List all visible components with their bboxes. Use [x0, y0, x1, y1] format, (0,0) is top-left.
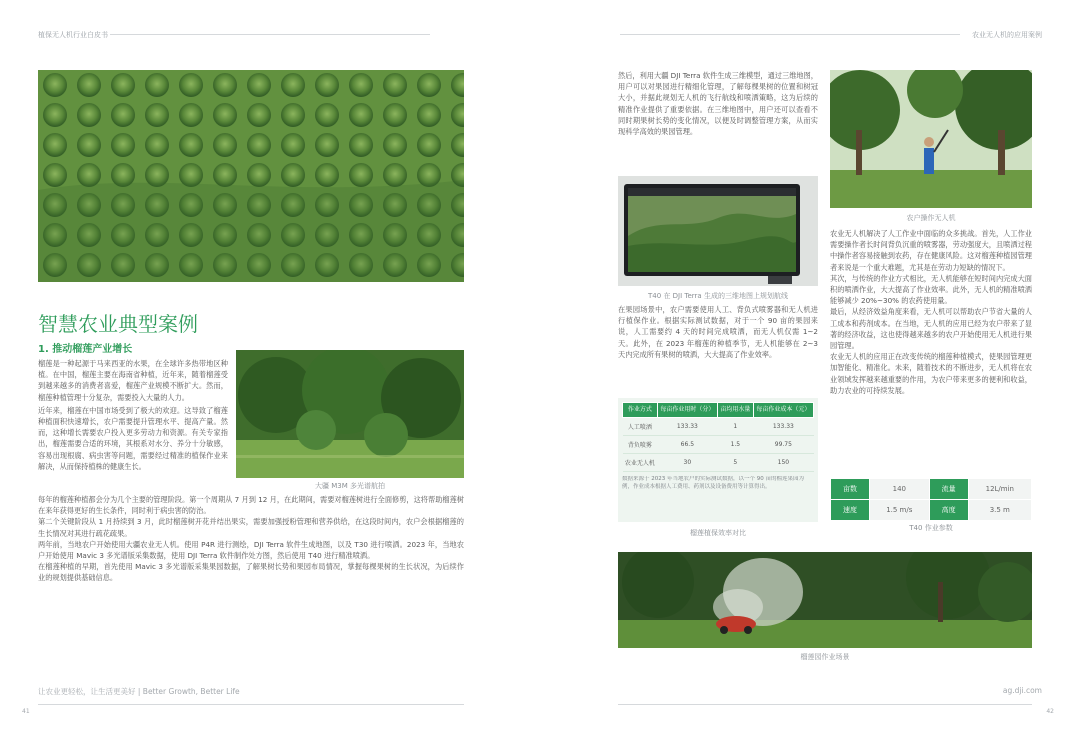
- table-cell: 30: [657, 454, 717, 472]
- farmer-photo: [830, 70, 1032, 208]
- table-header-water: 亩均用水量: [717, 403, 753, 418]
- footer-site: ag.dji.com: [1002, 686, 1042, 695]
- subsection-title: 1. 推动榴莲产业增长: [38, 344, 133, 355]
- table-cell: 1: [717, 418, 753, 436]
- table-cell: 人工喷洒: [623, 418, 658, 436]
- right-paragraph-6: 农业无人机的应用正在改变传统的榴莲种植模式，使果园管理更加智能化、精准化。未来，随着技术的不断进步，无人机将在农业领域发挥越来越重要的作用，为农户带来更多的便利和收益，助力农业的可持续发展。: [830, 352, 1032, 395]
- table-cell: 农业无人机: [623, 454, 658, 472]
- table-cell: 99.75: [753, 436, 813, 454]
- right-paragraph-1: 然后，利用大疆 DJI Terra 软件生成三维模型，通过三维地图，用户可以对果园进行精细化管理，了解每棵果树的位置和树冠大小，并据此规划无人机的飞行航线和喷洒策略，这为后续的精准作业提供了重要依据。在三维地图中，用户还可以查看不同时期果树长势的变化情况，以便及时调整管理方案，从而实现科学高效的果园管理。: [618, 71, 818, 137]
- spec-value: 140: [869, 479, 929, 500]
- page-number-left: 41: [22, 708, 30, 715]
- header-left-title: 植保无人机行业白皮书: [38, 31, 108, 39]
- table-cell: 1.5: [717, 436, 753, 454]
- spec-value: 12L/min: [968, 479, 1031, 500]
- page-number-right: 42: [1046, 708, 1054, 715]
- table-cell: 5: [717, 454, 753, 472]
- efficiency-table-box: [618, 398, 818, 522]
- right-paragraph-2: 在果园场景中，农户需要使用人工、背负式喷雾器和无人机进行植保作业。根据实际测试数据，对于一个 90 亩的果园来说，人工需要约 4 天的时间完成喷洒，而无人机仅需 1~2 天。此外，在 2023 年榴莲的种植季节，无人机能够在 2~3 天内完成所有果树的喷洒，大大提高了作业效率。: [618, 305, 818, 359]
- aerial-orchard-photo: [38, 70, 464, 282]
- left-bottom-text: [38, 494, 464, 590]
- table-row: [831, 479, 1032, 500]
- monitor-photo: [618, 176, 818, 286]
- header-right-rule: [620, 34, 960, 35]
- table-cell: 66.5: [657, 436, 717, 454]
- table-cell: 150: [753, 454, 813, 472]
- left-paragraph-2: 近年来，榴莲在中国市场受到了极大的欢迎。这导致了榴莲种植面积快速增长，农户需要提升管理水平、提高产量。然而，这种增长需要农户投入更多劳动力和资源。有关专家指出，榴莲需要合适的环境，其根系对水分、养分十分敏感，容易出现根腐、病虫害等问题，需要经过精准的植保作业来解决，从而保持植株的健康生长。: [38, 405, 228, 471]
- table-header-cost: 每亩作业成本（元）: [753, 403, 813, 418]
- durian-tree-photo: [236, 350, 464, 478]
- footer-slogan: 让农业更轻松，让生活更美好 | Better Growth, Better Life: [38, 687, 240, 696]
- monitor-caption: T40 在 DJI Terra 生成的三维地图上规划航线: [648, 292, 788, 300]
- durian-photo-caption: 大疆 M3M 多光谱航拍: [315, 482, 385, 490]
- left-paragraph-6: 在榴莲种植的早期，首先使用 Mavic 3 多光谱版采集果园数据，了解果树长势和果园布局情况，掌握每棵果树的生长状况，为后续作业的规划提供基础信息。: [38, 562, 464, 583]
- farmer-photo-caption: 农户操作无人机: [906, 214, 956, 222]
- spec-label: 速度: [831, 500, 870, 521]
- spec-label: 流量: [929, 479, 968, 500]
- spec-value: 1.5 m/s: [869, 500, 929, 521]
- table-cell: 133.33: [753, 418, 813, 436]
- left-column-text: [38, 358, 228, 490]
- right-paragraph-5: 最后，从经济效益角度来看，无人机可以帮助农户节省大量的人工成本和药剂成本。在当地，无人机的应用已经为农户带来了显著的经济收益，这也使得越来越多的农户开始使用无人机进行果园管理。: [830, 307, 1032, 351]
- section-title: 智慧农业典型案例: [38, 312, 198, 336]
- left-paragraph-1: 榴莲是一种起源于马来西亚的水果，在全球许多热带地区种植。在中国，榴莲主要在海南省种植，近年来，随着榴莲受到越来越多的消费者喜爱，榴莲产业规模不断扩大。然而，榴莲种植管理十分复杂，需要投入大量的人力。: [38, 359, 228, 402]
- spec-value: 3.5 m: [968, 500, 1031, 521]
- table-caption: 榴莲植保效率对比: [690, 529, 746, 537]
- table-cell: 133.33: [657, 418, 717, 436]
- footer-left-rule: [38, 704, 464, 705]
- header-right-title: 农业无人机的应用案例: [972, 31, 1042, 39]
- table-header-method: 作业方式: [623, 403, 658, 418]
- orchard-spraying-photo: [618, 552, 1032, 648]
- efficiency-table: [622, 402, 814, 472]
- spec-label: 亩数: [831, 479, 870, 500]
- spec-label: 高度: [929, 500, 968, 521]
- spec-table-box: [830, 478, 1032, 521]
- right-paragraph-4: 其次，与传统的作业方式相比，无人机能够在短时间内完成大面积的喷洒作业，大大提高了作业效率。此外，无人机的精准喷洒能够减少 20%~30% 的农药使用量。: [830, 273, 1032, 306]
- bottom-photo-caption: 榴莲园作业场景: [800, 653, 850, 661]
- table-row: [623, 436, 814, 454]
- table-header-time: 每亩作业用时（分）: [657, 403, 717, 418]
- table-row: [623, 454, 814, 472]
- spec-table: [830, 478, 1032, 521]
- spec-table-caption: T40 作业参数: [909, 524, 953, 532]
- footer-right-rule: [618, 704, 1032, 705]
- left-paragraph-5: 两年前，当地农户开始使用大疆农业无人机。使用 P4R 进行测绘，DJI Terra 软件生成地图，以及 T30 进行喷洒。2023 年，当地农户开始使用 Mavic 3 多光谱版采集数据，使用 DJI Terra 软件制作处方图，然后使用 T40 进行精准喷洒。: [38, 539, 464, 561]
- table-row: [623, 418, 814, 436]
- table-cell: 背负喷雾: [623, 436, 658, 454]
- right-paragraph-3: 农业无人机解决了人工作业中面临的众多挑战。首先，人工作业需要操作者长时间背负沉重的喷雾器，劳动强度大，且喷洒过程中操作者容易接触到农药，存在健康风险。这对榴莲种植园管理者来说是一个重大难题，尤其是在劳动力短缺的情况下。: [830, 229, 1032, 272]
- left-paragraph-4: 第二个关键阶段从 1 月持续到 3 月，此时榴莲树开花并结出果实，需要加强授粉管理和营养供给，在这段时间内，农户会根据榴莲的生长情况对其进行疏花疏果。: [38, 517, 464, 538]
- right-column-2-text: [830, 228, 1032, 454]
- table-note: 数据来源于 2023 年当地农户的实际测试数据，以一个 90 亩的榴莲果园为例，作业成本根据人工费用、药剂以及设备费用等计算得出。: [622, 476, 804, 490]
- left-paragraph-3: 每年的榴莲种植都会分为几个主要的管理阶段。第一个周期从 7 月到 12 月，在此期间，需要对榴莲树进行全面修剪，这将帮助榴莲树在来年获得更好的生长条件，同时利于病虫害的防治。: [38, 495, 464, 516]
- header-left-rule: [110, 34, 430, 35]
- table-row: [831, 500, 1032, 521]
